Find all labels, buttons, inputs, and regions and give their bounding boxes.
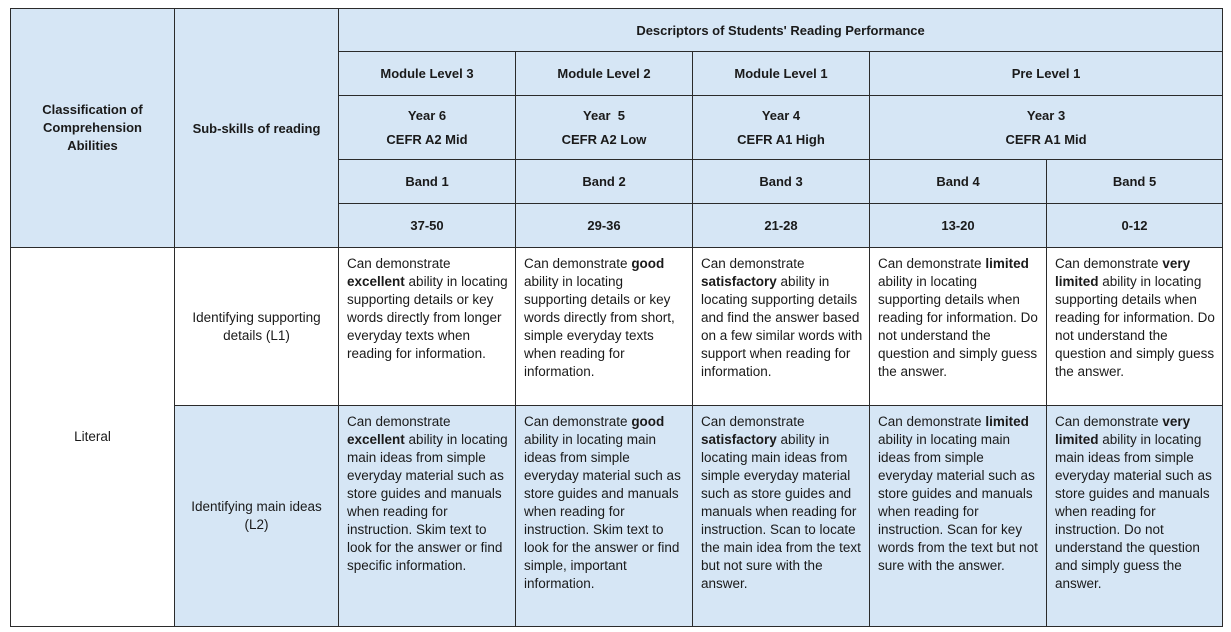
descriptor-cell <box>1047 406 1223 627</box>
score-range-band-4: 13-20 <box>870 204 1047 248</box>
descriptor-level: limited <box>985 256 1029 271</box>
descriptor-text: ability in locating supporting details when reading for information. Do not understand the question and simply guess the answer. <box>878 274 1038 379</box>
descriptor-text: Can demonstrate <box>524 256 632 271</box>
descriptor-cell <box>516 406 693 627</box>
year-label: Year 4 <box>761 107 801 123</box>
subskill-main-ideas: Identifying main ideas (L2) <box>175 406 339 627</box>
cefr-label: CEFR A2 Low <box>561 131 647 147</box>
descriptor-text: ability in locating main ideas from simple everyday material such as store guides and manuals when reading for instruction. Scan to locate the main idea from the text but not sure with the answer. <box>701 432 861 591</box>
band-3: Band 3 <box>693 160 870 204</box>
classification-literal: Literal <box>11 248 175 627</box>
descriptor-level: good <box>631 414 665 429</box>
band-2: Band 2 <box>516 160 693 204</box>
descriptor-cell <box>339 406 516 627</box>
cefr-label: CEFR A1 Mid <box>1005 131 1087 147</box>
descriptor-level: satisfactory <box>701 432 777 447</box>
descriptor-text: ability in locating main ideas from simple everyday material such as store guides and manuals when reading for instruction. Do not understand the question and simply guess the answer. <box>1055 432 1212 591</box>
pre-level-1: Pre Level 1 <box>870 52 1223 96</box>
descriptor-cell <box>516 248 693 406</box>
score-range-band-5: 0-12 <box>1047 204 1223 248</box>
descriptor-level: very limited <box>1055 256 1191 289</box>
descriptor-cell <box>693 406 870 627</box>
descriptor-text: Can demonstrate <box>524 414 632 429</box>
descriptor-level: very limited <box>1055 414 1191 447</box>
descriptor-cell <box>693 248 870 406</box>
descriptor-level: limited <box>985 414 1029 429</box>
descriptor-text: ability in locating supporting details or key words directly from longer everyday texts when reading for information. <box>347 274 508 361</box>
score-range-band-3: 21-28 <box>693 204 870 248</box>
band-5: Band 5 <box>1047 160 1223 204</box>
descriptor-text: ability in locating main ideas from simple everyday material such as store guides and manuals when reading for instruction. Scan for key words from the text but not sure with the answer. <box>878 432 1038 573</box>
year-label: Year 6 <box>407 107 447 123</box>
year-cell-4 <box>870 96 1223 160</box>
descriptor-text: Can demonstrate <box>1055 414 1163 429</box>
cefr-label: CEFR A1 High <box>737 131 825 147</box>
table-row <box>11 248 1223 406</box>
descriptor-level: excellent <box>347 432 405 447</box>
descriptor-level: excellent <box>347 274 405 289</box>
reading-performance-table <box>10 8 1223 627</box>
descriptor-cell <box>870 248 1047 406</box>
descriptor-text: ability in locating main ideas from simple everyday material such as store guides and manuals when reading for instruction. Skim text to look for the answer or find simple, important information. <box>524 432 681 591</box>
module-level-2: Module Level 2 <box>516 52 693 96</box>
subskills-header <box>175 9 339 248</box>
score-range-band-1: 37-50 <box>339 204 516 248</box>
descriptor-text: Can demonstrate <box>1055 256 1163 271</box>
cefr-label: CEFR A2 Mid <box>386 131 468 147</box>
score-range-band-2: 29-36 <box>516 204 693 248</box>
descriptor-cell <box>1047 248 1223 406</box>
module-level-3: Module Level 3 <box>339 52 516 96</box>
descriptor-level: satisfactory <box>701 274 777 289</box>
descriptor-text: Can demonstrate <box>701 256 805 271</box>
descriptor-text: Can demonstrate <box>347 414 451 429</box>
year-cell-2 <box>516 96 693 160</box>
descriptors-header-text: Descriptors of Students' Reading Performance <box>636 22 925 38</box>
descriptor-text: Can demonstrate <box>347 256 451 271</box>
table-row <box>11 406 1223 627</box>
band-1: Band 1 <box>339 160 516 204</box>
classification-header <box>11 9 175 248</box>
descriptor-text: Can demonstrate <box>878 256 986 271</box>
descriptor-text: ability in locating supporting details or key words directly from short, simple everyday texts when reading for information. <box>524 274 675 379</box>
subskill-supporting-details: Identifying supporting details (L1) <box>175 248 339 406</box>
band-4: Band 4 <box>870 160 1047 204</box>
descriptor-text: ability in locating supporting details and find the answer based on a few similar words with support when reading for information. <box>701 274 863 379</box>
descriptor-level: good <box>631 256 665 271</box>
year-cell-1 <box>339 96 516 160</box>
descriptor-text: ability in locating main ideas from simple everyday material such as store guides and manuals when reading for instruction. Skim text to look for the answer or find specific information. <box>347 432 508 573</box>
descriptor-cell <box>870 406 1047 627</box>
descriptor-cell <box>339 248 516 406</box>
descriptor-text: Can demonstrate <box>878 414 986 429</box>
classification-header-text: Classification of Comprehension Abilities <box>42 102 143 153</box>
subskills-header-text: Sub-skills of reading <box>192 120 321 136</box>
year-label: Year 3 <box>1026 107 1066 123</box>
descriptor-text: Can demonstrate <box>701 414 805 429</box>
year-label: Year 5 <box>583 107 625 123</box>
descriptors-header <box>339 9 1223 52</box>
year-cell-3 <box>693 96 870 160</box>
module-level-1: Module Level 1 <box>693 52 870 96</box>
descriptor-text: ability in locating supporting details when reading for information. Do not understand the question and simply guess the answer. <box>1055 274 1215 379</box>
